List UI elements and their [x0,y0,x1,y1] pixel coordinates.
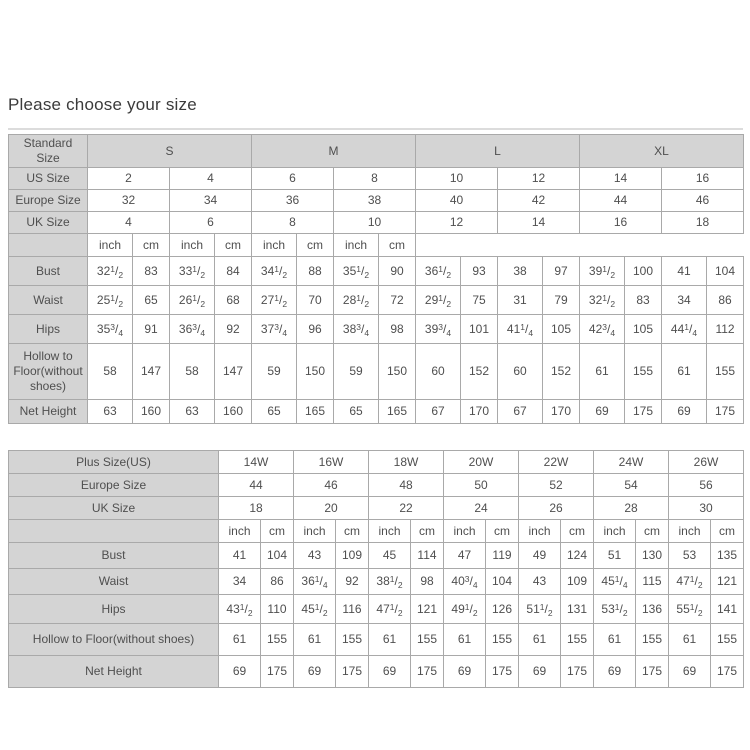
measure-value-cell: 121 [711,569,744,595]
measure-value-cell: 135 [711,543,744,569]
size-value-cell: 4 [170,168,252,190]
size-value-cell: 12 [416,212,498,234]
size-value-cell: 10 [334,212,416,234]
size-value-cell: 18 [662,212,744,234]
table-row [9,474,744,497]
measure-value-cell: 58 [88,344,133,400]
size-value-cell: 20 [294,497,369,520]
measure-value-cell: 175 [486,656,519,688]
size-value-cell: 54 [594,474,669,497]
measure-value-cell: 69 [444,656,486,688]
measure-value-cell: 141 [711,595,744,624]
size-value-cell: 12 [498,168,580,190]
measure-value-cell: 58 [170,344,215,400]
size-value-cell: 52 [519,474,594,497]
unit-cell: inch [170,234,215,257]
measure-value-cell: 104 [486,569,519,595]
size-value-cell: 42 [498,190,580,212]
measure-value-cell: $42^3/_4$ [580,315,625,344]
unit-cell: cm [261,520,294,543]
measure-value-cell: 114 [411,543,444,569]
size-value-cell: 30 [669,497,744,520]
measure-value-cell: $51^1/_2$ [519,595,561,624]
unit-row-label [9,520,219,543]
size-value-cell: 24W [594,451,669,474]
measure-value-cell: 61 [594,624,636,656]
table-row [9,451,744,474]
table-row [9,624,744,656]
measure-value-cell: 155 [711,624,744,656]
measure-value-cell: 91 [133,315,170,344]
measure-value-cell: 92 [215,315,252,344]
measure-value-cell: 147 [215,344,252,400]
measure-value-cell: $40^3/_4$ [444,569,486,595]
measure-value-cell: 175 [625,400,662,424]
unit-cell: cm [561,520,594,543]
table-row [9,569,744,595]
size-value-cell: 16 [662,168,744,190]
measure-value-cell: $36^1/_2$ [416,257,461,286]
measure-value-cell: $35^1/_2$ [334,257,379,286]
measure-value-cell: 175 [707,400,744,424]
table-row [9,400,744,424]
measure-value-cell: 68 [215,286,252,315]
size-value-cell: 38 [334,190,416,212]
size-value-cell: 50 [444,474,519,497]
measure-value-cell: 69 [369,656,411,688]
measure-value-cell: 67 [416,400,461,424]
table-row [9,168,744,190]
measure-value-cell: 100 [625,257,662,286]
measure-value-cell: $47^1/_2$ [669,569,711,595]
measure-value-cell: 86 [707,286,744,315]
measure-value-cell: 69 [669,656,711,688]
table-row [9,190,744,212]
unit-cell: inch [594,520,636,543]
size-value-cell: 44 [580,190,662,212]
measure-value-cell: 104 [261,543,294,569]
size-value-cell: 28 [594,497,669,520]
size-value-cell: 14W [219,451,294,474]
measure-value-cell: 155 [707,344,744,400]
measure-value-cell: 59 [334,344,379,400]
size-value-cell: 32 [88,190,170,212]
measure-value-cell: 49 [519,543,561,569]
size-value-cell: 6 [170,212,252,234]
row-label: Bust [9,257,88,286]
measure-value-cell: 75 [461,286,498,315]
unit-cell: inch [88,234,133,257]
unit-cell: inch [252,234,297,257]
table-row [9,286,744,315]
size-value-cell: 34 [170,190,252,212]
measure-value-cell: $39^3/_4$ [416,315,461,344]
unit-cell: inch [294,520,336,543]
measure-value-cell: 160 [133,400,170,424]
measure-value-cell: 61 [519,624,561,656]
measure-value-cell: 69 [594,656,636,688]
measure-value-cell: $38^3/_4$ [334,315,379,344]
unit-row-label [9,234,88,257]
measure-value-cell: 98 [411,569,444,595]
size-value-cell: 24 [444,497,519,520]
size-value-cell: 18 [219,497,294,520]
measure-value-cell: 170 [543,400,580,424]
measure-value-cell: $33^1/_2$ [170,257,215,286]
unit-cell: cm [215,234,252,257]
measure-value-cell: 150 [379,344,416,400]
standard-size-table [8,134,744,424]
measure-value-cell: 160 [215,400,252,424]
measure-value-cell: 104 [707,257,744,286]
size-group-cell: M [252,135,416,168]
measure-value-cell: 152 [543,344,580,400]
measure-value-cell: 155 [636,624,669,656]
measure-value-cell: 110 [261,595,294,624]
unit-cell: inch [444,520,486,543]
measure-value-cell: 93 [461,257,498,286]
measure-value-cell: $26^1/_2$ [170,286,215,315]
measure-value-cell: 126 [486,595,519,624]
measure-value-cell: 65 [133,286,170,315]
measure-value-cell: 72 [379,286,416,315]
measure-value-cell: $53^1/_2$ [594,595,636,624]
measure-value-cell: 61 [444,624,486,656]
measure-value-cell: 61 [369,624,411,656]
measure-value-cell: $45^1/_2$ [294,595,336,624]
title-divider [8,128,743,130]
measure-value-cell: 67 [498,400,543,424]
measure-value-cell: 53 [669,543,711,569]
size-value-cell: 48 [369,474,444,497]
unit-cell: cm [486,520,519,543]
row-label: Europe Size [9,474,219,497]
measure-value-cell: 147 [133,344,170,400]
measure-value-cell: 41 [662,257,707,286]
size-value-cell: 40 [416,190,498,212]
measure-value-cell: 131 [561,595,594,624]
measure-value-cell: 150 [297,344,334,400]
measure-value-cell: 41 [219,543,261,569]
size-value-cell: 16W [294,451,369,474]
measure-value-cell: 112 [707,315,744,344]
measure-value-cell: $34^1/_2$ [252,257,297,286]
measure-value-cell: 61 [662,344,707,400]
measure-value-cell: 119 [486,543,519,569]
measure-value-cell: 124 [561,543,594,569]
measure-value-cell: $38^1/_2$ [369,569,411,595]
measure-value-cell: 105 [543,315,580,344]
measure-value-cell: 47 [444,543,486,569]
row-label: Hollow to Floor(without shoes) [9,344,88,400]
measure-value-cell: 83 [133,257,170,286]
measure-value-cell: $36^3/_4$ [170,315,215,344]
size-value-cell: 36 [252,190,334,212]
measure-value-cell: 116 [336,595,369,624]
size-group-cell: L [416,135,580,168]
measure-value-cell: 175 [261,656,294,688]
row-label: Hips [9,595,219,624]
unit-cell: inch [334,234,379,257]
measure-value-cell: $25^1/_2$ [88,286,133,315]
size-value-cell: 18W [369,451,444,474]
measure-value-cell: 83 [625,286,662,315]
measure-value-cell: $36^1/_4$ [294,569,336,595]
measure-value-cell: 105 [625,315,662,344]
measure-value-cell: 31 [498,286,543,315]
measure-value-cell: $41^1/_4$ [498,315,543,344]
unit-cell: cm [411,520,444,543]
row-label: Waist [9,569,219,595]
table-row [9,656,744,688]
row-label: Hips [9,315,88,344]
measure-value-cell: 88 [297,257,334,286]
measure-value-cell: 130 [636,543,669,569]
row-label: Bust [9,543,219,569]
table-row [9,257,744,286]
table-row [9,135,744,168]
measure-value-cell: 69 [519,656,561,688]
size-value-cell: 22W [519,451,594,474]
unit-cell: cm [379,234,416,257]
table-row [9,212,744,234]
measure-value-cell: 70 [297,286,334,315]
measure-value-cell: 60 [498,344,543,400]
measure-value-cell: 69 [580,400,625,424]
measure-value-cell: 69 [662,400,707,424]
size-value-cell: 46 [294,474,369,497]
size-value-cell: 14 [580,168,662,190]
measure-value-cell: 69 [219,656,261,688]
table-row [9,595,744,624]
unit-cell: cm [297,234,334,257]
measure-value-cell: 98 [379,315,416,344]
measure-value-cell: $43^1/_2$ [219,595,261,624]
size-group-cell: S [88,135,252,168]
measure-value-cell: 60 [416,344,461,400]
unit-cell: inch [369,520,411,543]
table-corner-label: Standard Size [9,135,88,168]
measure-value-cell: 92 [336,569,369,595]
row-label: Plus Size(US) [9,451,219,474]
size-value-cell: 44 [219,474,294,497]
measure-value-cell: 61 [669,624,711,656]
table-row [9,315,744,344]
plus-size-table [8,450,744,688]
measure-value-cell: 51 [594,543,636,569]
measure-value-cell: $39^1/_2$ [580,257,625,286]
measure-value-cell: 61 [219,624,261,656]
measure-value-cell: 155 [411,624,444,656]
measure-value-cell: 97 [543,257,580,286]
measure-value-cell: 115 [636,569,669,595]
measure-value-cell: 63 [88,400,133,424]
measure-value-cell: $47^1/_2$ [369,595,411,624]
unit-cell: cm [636,520,669,543]
size-value-cell: 4 [88,212,170,234]
measure-value-cell: 61 [294,624,336,656]
unit-cell: inch [669,520,711,543]
size-value-cell: 2 [88,168,170,190]
measure-value-cell: $28^1/_2$ [334,286,379,315]
measure-value-cell: $32^1/_2$ [580,286,625,315]
measure-value-cell: 63 [170,400,215,424]
measure-value-cell: 34 [662,286,707,315]
measure-value-cell: 90 [379,257,416,286]
row-label: Net Height [9,656,219,688]
unit-cell: inch [219,520,261,543]
measure-value-cell: 86 [261,569,294,595]
measure-value-cell: 101 [461,315,498,344]
unit-cell: cm [133,234,170,257]
measure-value-cell: 175 [711,656,744,688]
measure-value-cell: 155 [625,344,662,400]
measure-value-cell: 175 [411,656,444,688]
measure-value-cell: 175 [561,656,594,688]
table-row [9,234,744,257]
measure-value-cell: 43 [294,543,336,569]
measure-value-cell: 109 [561,569,594,595]
measure-value-cell: 165 [379,400,416,424]
measure-value-cell: 165 [297,400,334,424]
measure-value-cell: 65 [252,400,297,424]
measure-value-cell: 136 [636,595,669,624]
measure-value-cell: 170 [461,400,498,424]
size-value-cell: 26 [519,497,594,520]
table-row [9,344,744,400]
measure-value-cell: 155 [261,624,294,656]
measure-value-cell: 61 [580,344,625,400]
measure-value-cell: $55^1/_2$ [669,595,711,624]
row-label: Waist [9,286,88,315]
row-label: Hollow to Floor(without shoes) [9,624,219,656]
measure-value-cell: 175 [636,656,669,688]
size-value-cell: 10 [416,168,498,190]
measure-value-cell: 96 [297,315,334,344]
size-value-cell: 56 [669,474,744,497]
size-value-cell: 8 [334,168,416,190]
measure-value-cell: 65 [334,400,379,424]
size-value-cell: 8 [252,212,334,234]
measure-value-cell: 155 [561,624,594,656]
size-value-cell: 16 [580,212,662,234]
measure-value-cell: 59 [252,344,297,400]
page-title: Please choose your size [8,95,197,114]
measure-value-cell: $44^1/_4$ [662,315,707,344]
row-label: UK Size [9,212,88,234]
table-row [9,543,744,569]
measure-value-cell: 121 [411,595,444,624]
measure-value-cell: 45 [369,543,411,569]
size-value-cell: 22 [369,497,444,520]
measure-value-cell: 155 [486,624,519,656]
size-value-cell: 26W [669,451,744,474]
measure-value-cell: 84 [215,257,252,286]
measure-value-cell: 34 [219,569,261,595]
row-label: Net Height [9,400,88,424]
unit-cell: cm [711,520,744,543]
measure-value-cell: 155 [336,624,369,656]
row-label: UK Size [9,497,219,520]
measure-value-cell: $35^3/_4$ [88,315,133,344]
table-row [9,497,744,520]
measure-value-cell: $37^3/_4$ [252,315,297,344]
measure-value-cell: $49^1/_2$ [444,595,486,624]
row-label: US Size [9,168,88,190]
unit-cell: inch [519,520,561,543]
measure-value-cell: $32^1/_2$ [88,257,133,286]
size-value-cell: 14 [498,212,580,234]
measure-value-cell: 43 [519,569,561,595]
measure-value-cell: 109 [336,543,369,569]
size-value-cell: 20W [444,451,519,474]
measure-value-cell: $45^1/_4$ [594,569,636,595]
measure-value-cell: 38 [498,257,543,286]
row-label: Europe Size [9,190,88,212]
unit-cell: cm [336,520,369,543]
measure-value-cell: $29^1/_2$ [416,286,461,315]
measure-value-cell: 79 [543,286,580,315]
size-value-cell: 46 [662,190,744,212]
measure-value-cell: 152 [461,344,498,400]
measure-value-cell: 175 [336,656,369,688]
size-value-cell: 6 [252,168,334,190]
size-group-cell: XL [580,135,744,168]
measure-value-cell: 69 [294,656,336,688]
measure-value-cell: $27^1/_2$ [252,286,297,315]
table-row [9,520,744,543]
